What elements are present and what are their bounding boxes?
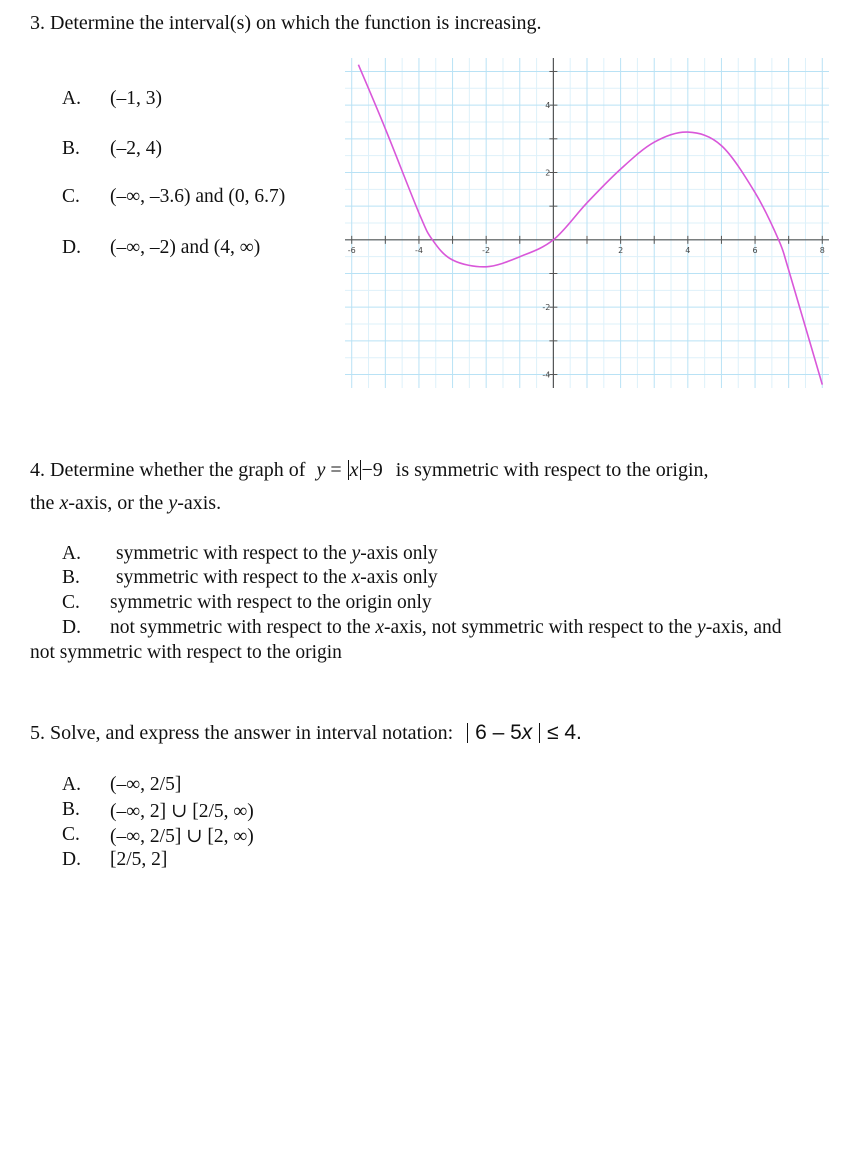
text: -axis, or the [68,492,169,514]
x-tick-label: 2 [618,245,624,255]
option-letter: C. [62,592,80,613]
text: the [30,492,60,514]
x-tick-label: -4 [414,245,423,255]
q4-stem-text-b: is symmetric with respect to the origin, [395,459,709,481]
q5-option-b[interactable] [62,799,254,822]
abs-bar-right [360,460,361,480]
q5-option-d[interactable] [62,849,168,871]
abs-bar-left [467,723,468,743]
text: -axis, not symmetric with respect to the [384,617,698,638]
q4-option-d[interactable] [62,617,782,639]
option-letter: A. [62,543,81,564]
option-text: symmetric with respect to the origin only [110,592,432,613]
option-letter: A. [62,774,81,795]
option-text [116,543,438,565]
eq-rest: −9 [361,459,383,481]
eq-var-x: x [349,459,359,481]
option-letter: A. [62,88,81,109]
q4-option-c[interactable] [62,592,432,614]
x-tick-label: 4 [685,245,691,255]
eq-var-y: y [316,459,326,481]
expr-a: 6 – 5 [475,721,522,744]
abs-bar-right [539,723,540,743]
x-tick-label: 6 [752,245,758,255]
q4-option-b[interactable] [62,567,438,589]
option-letter: B. [62,799,80,820]
var: x [375,617,385,638]
q5-stem [30,721,582,745]
option-text: (–∞, 2] ∪ [2/5, ∞) [110,801,254,822]
eq-equals: = [325,459,347,481]
q4-stem-text-a: 4. Determine whether the graph of [30,459,306,481]
q4-equation [316,459,382,481]
q5-stem-text: 5. Solve, and express the answer in interval notation: [30,722,454,744]
q3-option-d[interactable] [62,237,261,259]
var: x [351,567,361,588]
q4-stem-line2 [30,492,221,515]
text: -axis only [360,567,438,588]
expr-b: ≤ 4. [546,721,582,744]
q5-option-c[interactable] [62,824,254,847]
option-letter: D. [62,849,81,870]
q3-option-b[interactable] [62,138,162,160]
option-text: (–2, 4) [110,138,162,159]
option-letter: B. [62,567,80,588]
q4-option-a[interactable] [62,543,438,565]
option-text: [2/5, 2] [110,849,168,870]
text: symmetric with respect to the [116,543,352,564]
text: not symmetric with respect to the [110,617,376,638]
text: -axis. [177,492,222,514]
q4-option-d-line2: not symmetric with respect to the origin [30,642,342,663]
text: -axis, and [705,617,782,638]
y-tick-label: 4 [545,101,551,111]
x-tick-label: -6 [347,245,356,255]
q3-option-a[interactable] [62,88,162,110]
option-text: (–∞, –2) and (4, ∞) [110,237,261,258]
y-tick-label: -4 [542,370,551,380]
option-letter: B. [62,138,80,159]
y-tick-label: -2 [542,303,551,313]
x-tick-label: -2 [482,245,491,255]
option-letter: C. [62,824,80,845]
text: symmetric with respect to the [116,567,352,588]
y-tick-label: 2 [545,168,551,178]
expr-var-x: x [521,721,533,744]
var-y: y [168,492,178,514]
option-text: (–∞, 2/5] ∪ [2, ∞) [110,826,254,847]
function-graph [345,58,829,388]
q4-stem-line1 [30,459,709,482]
text: -axis only [360,543,438,564]
abs-bar-left [348,460,349,480]
q5-option-a[interactable] [62,774,182,796]
option-text: (–1, 3) [110,88,162,109]
var: y [697,617,706,638]
option-text: (–∞, 2/5] [110,774,182,795]
option-text [116,567,438,589]
q3-stem: 3. Determine the interval(s) on which the function is increasing. [30,12,542,34]
option-text [110,617,782,639]
option-letter: D. [62,237,81,258]
x-tick-label: 8 [819,245,825,255]
var: y [351,543,361,564]
option-letter: D. [62,617,81,638]
option-text: (–∞, –3.6) and (0, 6.7) [110,186,286,207]
option-letter: C. [62,186,80,207]
var-x: x [59,492,69,514]
q5-expression [466,721,582,744]
q3-option-c[interactable] [62,186,286,208]
